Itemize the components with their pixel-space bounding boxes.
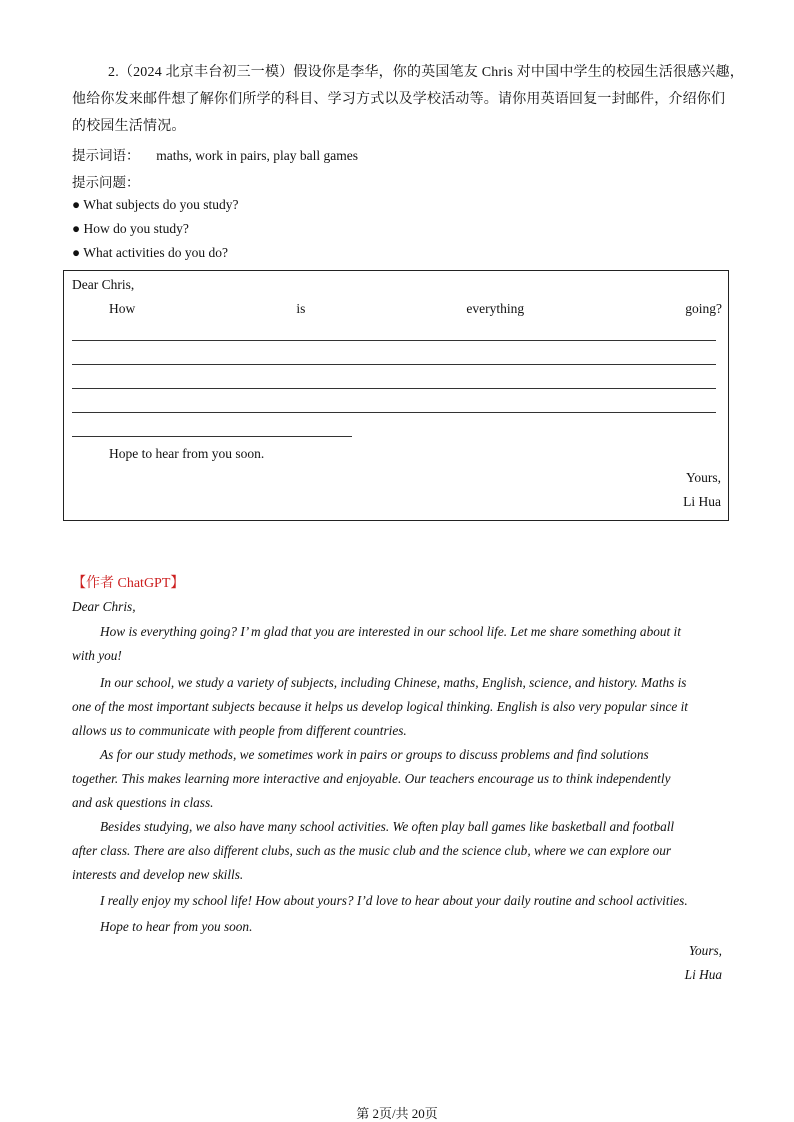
writing-line bbox=[72, 436, 352, 437]
answer-line: In our school, we study a variety of subjects, including Chinese, maths, English, science, and history. Maths is bbox=[100, 675, 687, 690]
hint-question-1: ● What subjects do you study? bbox=[72, 197, 239, 212]
answer-signature: Li Hua bbox=[684, 967, 722, 982]
answer-signoff: Yours, bbox=[688, 943, 722, 958]
writing-line bbox=[72, 412, 716, 413]
bullet-icon: ● bbox=[72, 221, 81, 236]
writing-line bbox=[72, 388, 716, 389]
answer-line: after class. There are also different clubs, such as the music club and the science club, where we can explore our bbox=[72, 843, 672, 858]
template-opening-line: How is everything going? bbox=[109, 301, 722, 316]
answer-line: allows us to communicate with people from different countries. bbox=[72, 723, 407, 738]
answer-line: Hope to hear from you soon. bbox=[100, 919, 253, 934]
template-closing: Hope to hear from you soon. bbox=[109, 446, 265, 461]
answer-greeting: Dear Chris, bbox=[72, 599, 136, 614]
template-signature: Li Hua bbox=[683, 494, 721, 509]
answer-line: I really enjoy my school life! How about yours? I’d love to hear about your daily routine and school activities. bbox=[100, 893, 688, 908]
author-tag: 【作者 ChatGPT】 bbox=[72, 576, 185, 591]
answer-line: one of the most important subjects because it helps us develop logical thinking. English is also very popular since it bbox=[72, 699, 689, 714]
hint-words-label: 提示词语： bbox=[72, 148, 140, 163]
answer-line: interests and develop new skills. bbox=[72, 867, 244, 882]
template-greeting: Dear Chris, bbox=[72, 277, 135, 292]
hint-questions-label: 提示问题： bbox=[72, 175, 140, 190]
writing-line bbox=[72, 340, 716, 341]
page-number: 第 2页/共 20页 bbox=[356, 1106, 438, 1121]
hint-words-row bbox=[72, 144, 358, 164]
bullet-icon: ● bbox=[72, 197, 81, 212]
writing-line bbox=[72, 364, 716, 365]
answer-line: with you! bbox=[72, 648, 122, 663]
answer-line: How is everything going? I’ m glad that you are interested in our school life. Let me share something about it bbox=[100, 624, 681, 639]
hint-words: maths, work in pairs, play ball games bbox=[156, 148, 358, 163]
answer-line: Besides studying, we also have many school activities. We often play ball games like basketball and football bbox=[100, 819, 675, 834]
question-line-2: 他给你发来邮件想了解你们所学的科目、学习方式以及学校活动等。请你用英语回复一封邮件，介绍你们 bbox=[72, 92, 726, 107]
bullet-icon: ● bbox=[72, 245, 81, 260]
question-line-1: 2.（2024 北京丰台初三一模）假设你是李华，你的英国笔友 Chris 对中国中学生的校园生活很感兴趣， bbox=[108, 65, 744, 80]
answer-line: As for our study methods, we sometimes work in pairs or groups to discuss problems and find solutions bbox=[100, 747, 649, 762]
hint-question-3: ● What activities do you do? bbox=[72, 245, 229, 260]
writing-template-box bbox=[63, 270, 729, 521]
hint-question-2: ● How do you study? bbox=[72, 221, 189, 236]
template-signoff: Yours, bbox=[685, 470, 721, 485]
question-line-3: 的校园生活情况。 bbox=[72, 119, 186, 134]
answer-line: and ask questions in class. bbox=[72, 795, 214, 810]
answer-line: together. This makes learning more interactive and enjoyable. Our teachers encourage us to think independently bbox=[72, 771, 671, 786]
